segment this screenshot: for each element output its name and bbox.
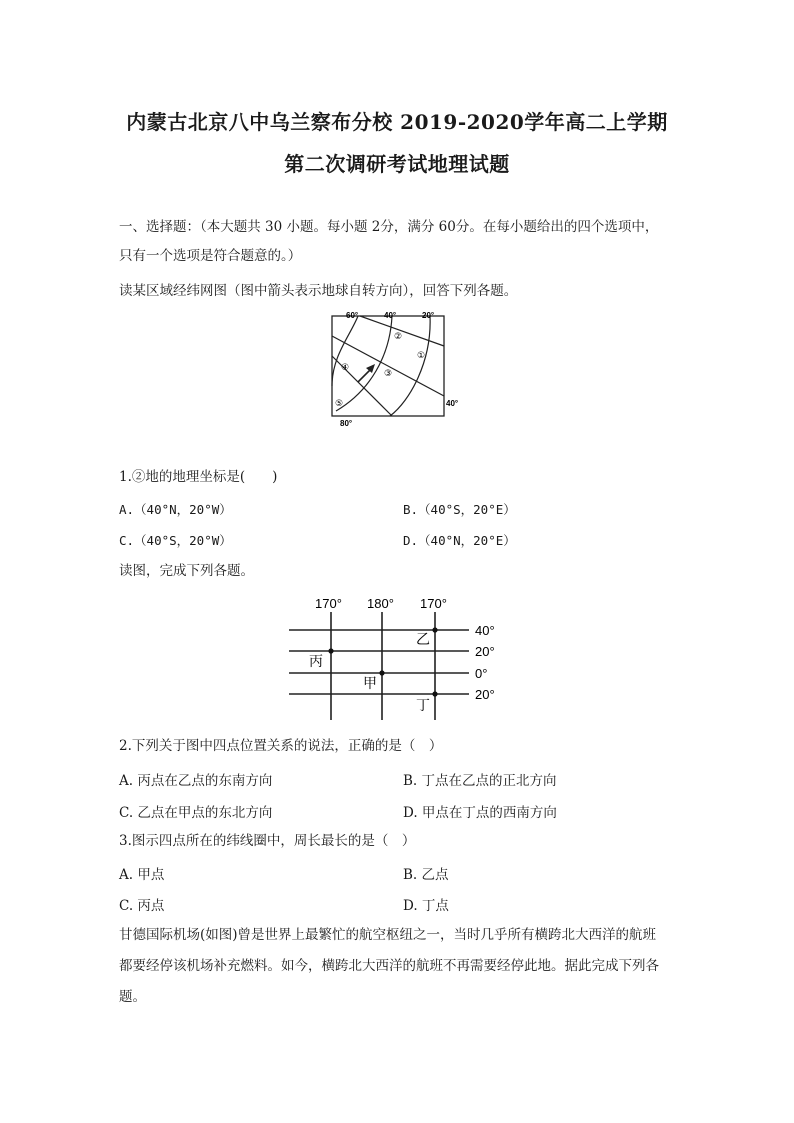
intro-airport-line2: 都要经停该机场补充燃料。如今，横跨北大西洋的航班不再需要经停此地。据此完成下列各 xyxy=(119,958,659,974)
question-1-option-d: D.（40°N，20°E） xyxy=(403,533,516,548)
map-point-5: ⑤ xyxy=(335,398,344,408)
map-label-60: 60° xyxy=(346,311,359,320)
map-point-2: ② xyxy=(394,331,403,341)
question-1-stem: 1.②地的地理坐标是( ) xyxy=(119,469,278,485)
lat-label-40: 40° xyxy=(475,623,495,638)
point-ding-label: 丁 xyxy=(416,697,430,713)
map-point-4: ④ xyxy=(341,362,350,372)
latitude-arc-outer xyxy=(332,316,358,386)
point-ding-dot xyxy=(432,691,437,696)
map-label-40-right: 40° xyxy=(446,399,459,408)
lon-label-180: 180° xyxy=(367,596,394,611)
question-1-option-a: A.（40°N，20°W） xyxy=(119,502,232,517)
question-2-option-a: A. 丙点在乙点的东南方向 xyxy=(119,773,273,789)
point-yi-dot xyxy=(432,627,437,632)
lat-label-20s: 20° xyxy=(475,687,495,702)
map-label-40-top: 40° xyxy=(384,311,397,320)
section-heading-line1: 一、选择题：（本大题共 30 小题。每小题 2分，满分 60分。在每小题给出的四个选项中， xyxy=(119,219,659,235)
section-heading-line2: 只有一个选项是符合题意的。） xyxy=(119,248,302,264)
question-2-option-c: C. 乙点在甲点的东北方向 xyxy=(119,805,273,821)
map-label-20: 20° xyxy=(422,311,435,320)
question-3-option-b: B. 乙点 xyxy=(403,867,449,883)
point-bing-dot xyxy=(328,648,333,653)
question-3-option-c: C. 丙点 xyxy=(119,898,165,914)
map-label-80: 80° xyxy=(340,419,353,428)
point-bing-label: 丙 xyxy=(309,653,323,669)
question-3-stem: 3.图示四点所在的纬线圈中，周长最长的是（ ） xyxy=(119,833,416,849)
intro-figure1: 读某区域经纬网图（图中箭头表示地球自转方向），回答下列各题。 xyxy=(119,283,518,299)
intro-airport-line1: 甘德国际机场(如图)曾是世界上最繁忙的航空枢纽之一，当时几乎所有横跨北大西洋的航班 xyxy=(119,927,657,943)
map-point-1: ① xyxy=(417,350,426,360)
lat-long-grid-figure xyxy=(285,592,515,722)
question-2-stem: 2.下列关于图中四点位置关系的说法，正确的是（ ） xyxy=(119,738,443,754)
lon-label-170-left: 170° xyxy=(315,596,342,611)
graticule-map-figure xyxy=(320,306,470,432)
lon-label-170-right: 170° xyxy=(420,596,447,611)
question-3-option-d: D. 丁点 xyxy=(403,898,449,914)
lat-label-0: 0° xyxy=(475,666,488,681)
question-3-option-a: A. 甲点 xyxy=(119,867,165,883)
question-1-option-c: C.（40°S，20°W） xyxy=(119,533,232,548)
intro-airport-line3: 题。 xyxy=(119,989,146,1005)
intro-figure2: 读图，完成下列各题。 xyxy=(119,563,254,579)
map-point-3: ③ xyxy=(384,368,393,378)
point-yi-label: 乙 xyxy=(416,631,430,647)
point-jia-label: 甲 xyxy=(363,675,377,691)
exam-title-line2: 第二次调研考试地理试题 xyxy=(284,152,510,176)
question-2-option-d: D. 甲点在丁点的西南方向 xyxy=(403,805,557,821)
question-1-option-b: B.（40°S，20°E） xyxy=(403,502,516,517)
point-jia-dot xyxy=(379,670,384,675)
exam-title-line1: 内蒙古北京八中乌兰察布分校 2019-2020学年高二上学期 xyxy=(126,110,668,134)
question-2-option-b: B. 丁点在乙点的正北方向 xyxy=(403,773,557,789)
lat-label-20n: 20° xyxy=(475,644,495,659)
